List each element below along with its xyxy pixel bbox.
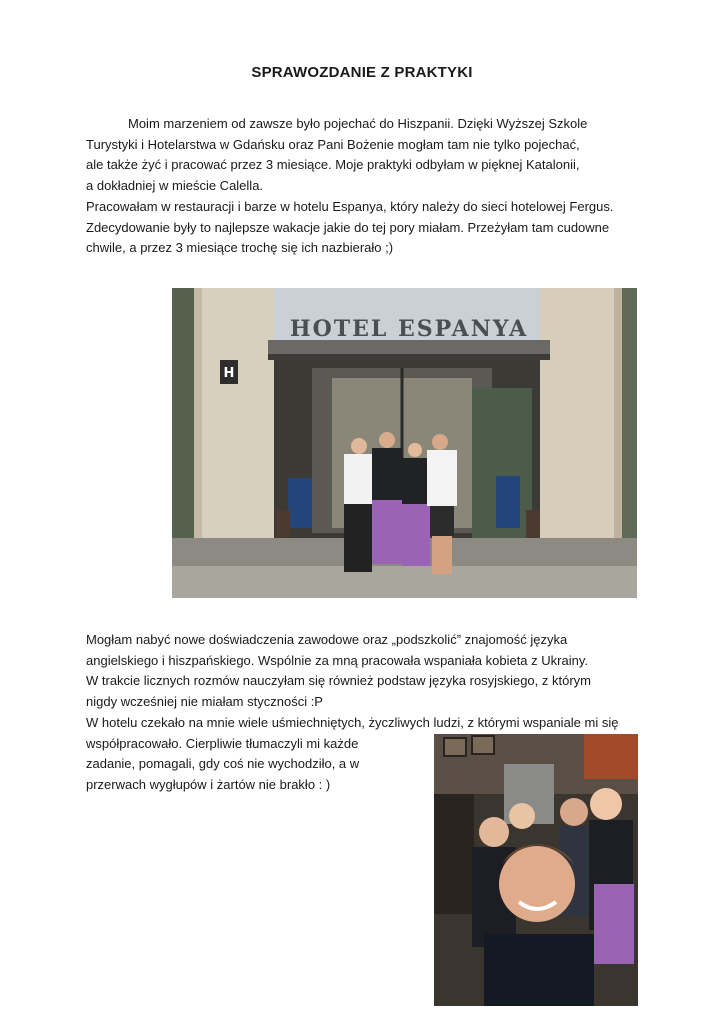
text-line: chwile, a przez 3 miesiące trochę się ich nazbierało ;): [86, 240, 394, 256]
text-line: W hotelu czekało na mnie wiele uśmiechniętych, życzliwych ludzi, z którymi wspaniale mi się: [86, 714, 619, 730]
text-line: a dokładniej w mieście Calella.: [86, 178, 264, 194]
text-line: przerwach wygłupów i żartów nie brakło : ): [86, 776, 331, 792]
text-line: ale także żyć i pracować przez 3 miesiące. Moje praktyki odbyłam w pięknej Katalonii,: [86, 157, 580, 173]
text-line: Pracowałam w restauracji i barze w hotelu Espanya, który należy do sieci hotelowej Fergus.: [86, 198, 614, 214]
hotel-plaque-letter: H: [223, 366, 235, 381]
text-line: W trakcie licznych rozmów nauczyłam się również podstaw języka rosyjskiego, z którym: [86, 673, 591, 689]
text-line: Turystyki i Hotelarstwa w Gdańsku oraz Pani Bożenie mogłam tam nie tylko pojechać,: [86, 136, 580, 152]
text-line: angielskiego i hiszpańskiego. Wspólnie za mną pracowała wspaniała kobieta z Ukrainy.: [86, 652, 588, 668]
coworkers-selfie-photo: [434, 734, 638, 1006]
hotel-sign-text: HOTEL ESPANYA: [289, 316, 529, 342]
text-line: współpracowało. Cierpliwie tłumaczyli mi każde: [86, 735, 359, 751]
paragraph-intro: [86, 114, 646, 259]
text-line: Mogłam nabyć nowe doświadczenia zawodowe oraz „podszkolić” znajomość języka: [86, 632, 568, 647]
text-line: zadanie, pomagali, gdy coś nie wychodziło, a w: [86, 756, 360, 772]
text-line: Moim marzeniem od zawsze było pojechać do Hiszpanii. Dzięki Wyższej Szkole: [128, 116, 588, 131]
text-line: Zdecydowanie były to najlepsze wakacje jakie do tej pory miałam. Przeżyłam tam cudowne: [86, 219, 610, 235]
text-line: nigdy wcześniej nie miałam styczności :P: [86, 694, 323, 710]
document-title: SPRAWOZDANIE Z PRAKTYKI: [251, 64, 473, 81]
hotel-entrance-photo: [172, 288, 637, 598]
